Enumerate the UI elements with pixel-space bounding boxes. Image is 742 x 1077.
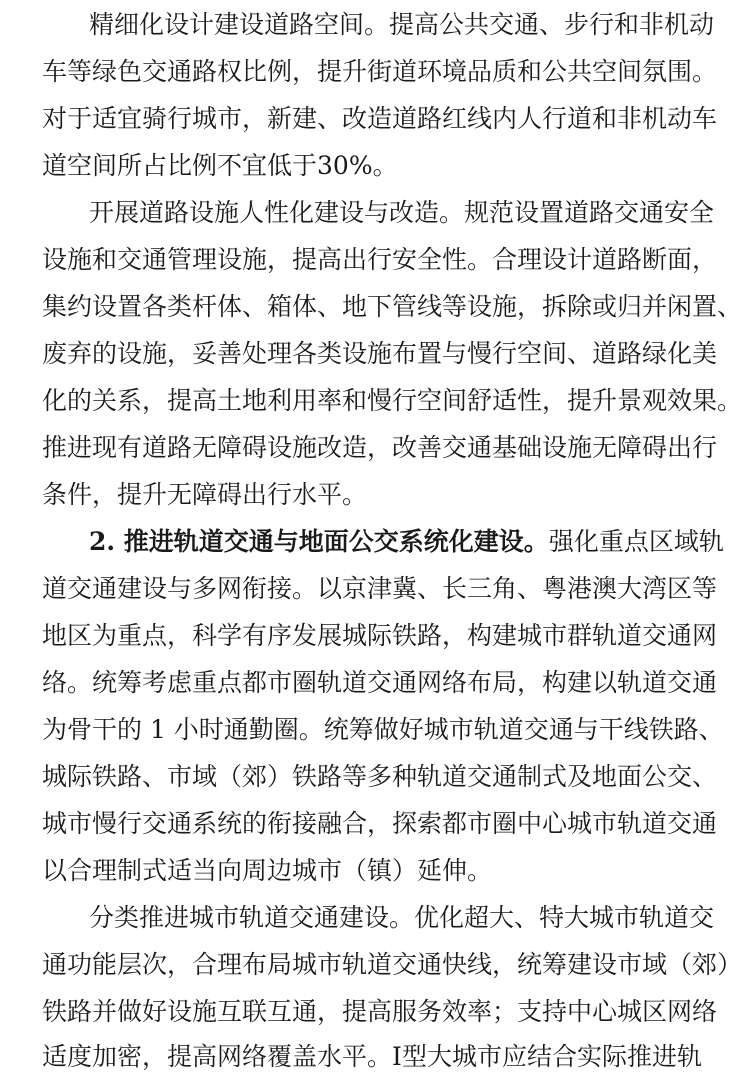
paragraph-4-line-2: 通功能层次，合理布局城市轨道交通快线，统筹建设市域（郊） — [42, 950, 742, 979]
paragraph-3-line-7: 城市慢行交通系统的衔接融合，探索都市圈中心城市轨道交通 — [42, 809, 718, 838]
paragraph-1-line-3: 对于适宜骑行城市，新建、改造道路红线内人行道和非机动车 — [42, 104, 718, 133]
paragraph-3-line-1 — [89, 522, 724, 562]
paragraph-3-line-5: 为骨干的 1 小时通勤圈。统筹做好城市轨道交通与干线铁路、 — [42, 715, 724, 744]
paragraph-3-line-1-rest: 强化重点区域轨 — [548, 527, 724, 556]
section-heading: 2. 推进轨道交通与地面公交系统化建设。 — [89, 527, 549, 556]
paragraph-4-line-1: 分类推进城市轨道交通建设。优化超大、特大城市轨道交 — [89, 903, 715, 932]
paragraph-2-line-1: 开展道路设施人性化建设与改造。规范设置道路交通安全 — [89, 198, 715, 227]
paragraph-3-line-2: 道交通建设与多网衔接。以京津冀、长三角、粤港澳大湾区等 — [42, 574, 718, 603]
paragraph-3-line-3: 地区为重点，科学有序发展城际铁路，构建城市群轨道交通网 — [42, 621, 718, 650]
paragraph-3-line-8: 以合理制式适当向周边城市（镇）延伸。 — [42, 856, 493, 885]
paragraph-2-line-4: 废弃的设施，妥善处理各类设施布置与慢行空间、道路绿化美 — [42, 339, 718, 368]
paragraph-2-line-7: 条件，提升无障碍出行水平。 — [42, 480, 368, 509]
paragraph-4-line-3: 铁路并做好设施互联互通，提高服务效率；支持中心城区网络 — [42, 997, 718, 1026]
paragraph-1-line-4: 道空间所占比例不宜低于30%。 — [42, 151, 398, 180]
paragraph-2-line-6: 推进现有道路无障碍设施改造，改善交通基础设施无障碍出行 — [42, 433, 718, 462]
paragraph-2-line-2: 设施和交通管理设施，提高出行安全性。合理设计道路断面， — [42, 245, 718, 274]
paragraph-3-line-6: 城际铁路、市域（郊）铁路等多种轨道交通制式及地面公交、 — [42, 762, 718, 791]
paragraph-1-line-2: 车等绿色交通路权比例，提升街道环境品质和公共空间氛围。 — [42, 57, 718, 86]
paragraph-2-line-5: 化的关系，提高土地利用率和慢行空间舒适性，提升景观效果。 — [42, 386, 742, 415]
paragraph-1-line-1: 精细化设计建设道路空间。提高公共交通、步行和非机动 — [89, 10, 715, 39]
paragraph-4-line-4: 适度加密，提高网络覆盖水平。I型大城市应结合实际推进轨 — [42, 1042, 702, 1071]
paragraph-3-line-4: 络。统筹考虑重点都市圈轨道交通网络布局，构建以轨道交通 — [42, 668, 718, 697]
paragraph-2-line-3: 集约设置各类杆体、箱体、地下管线等设施，拆除或归并闲置、 — [42, 292, 742, 321]
